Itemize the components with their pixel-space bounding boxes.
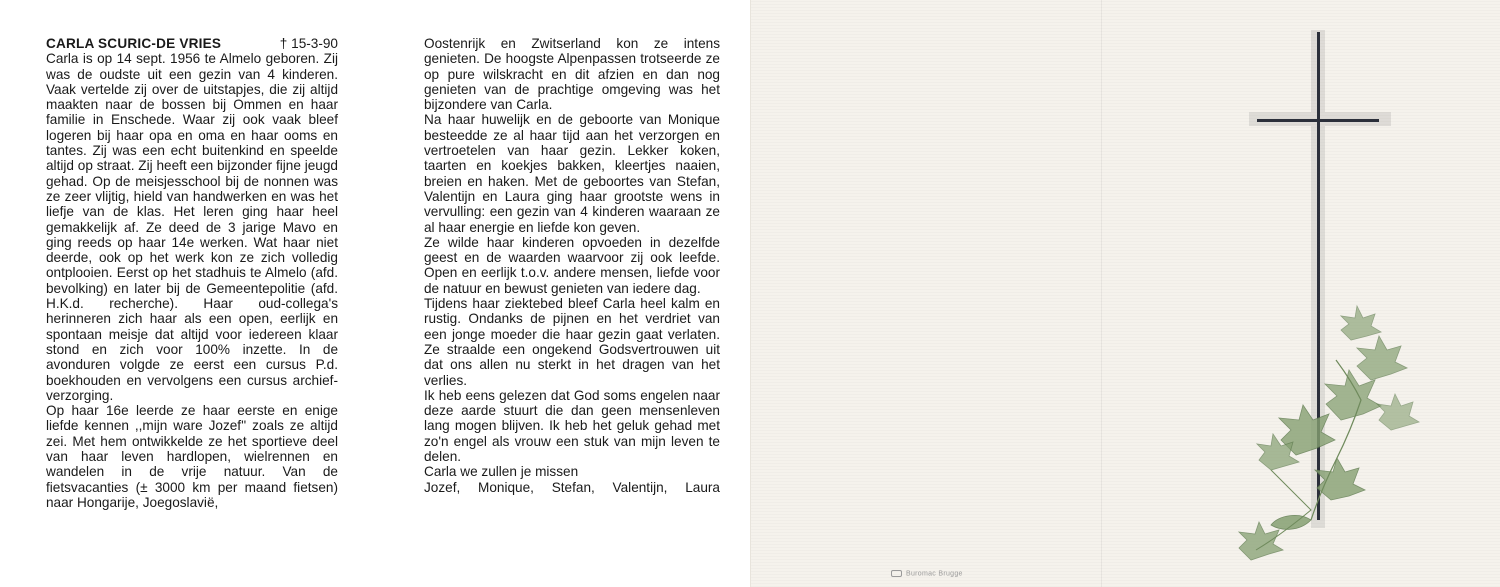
printer-credit xyxy=(891,570,963,577)
paragraph: Na haar huwelijk en de geboorte van Monique besteedde ze al haar tijd aan het verzorgen en vertroetelen van haar gezin. Lekker koken, taarten en koekjes bakken, kleertjes naaien, breien en haken. Met de geboortes van Stefan, Valentijn en Laura ging haar grootste wens in vervulling: een gezin van 4 kinderen waaraan ze al haar energie en liefde kon geven. xyxy=(424,112,720,235)
printer-name: Buromac Brugge xyxy=(906,570,963,578)
text-column-right xyxy=(424,36,720,495)
card-cover-page xyxy=(750,0,1500,587)
obituary-heading xyxy=(46,36,338,51)
paragraph: Ik heb eens gelezen dat God soms engelen naar deze aarde stuurt die dan geen mensenleven lang mogen blijven. Ik heb het geluk gehad met zo'n engel als vrouw een stuk van mijn leven te delen. xyxy=(424,387,720,465)
death-date: † 15-3-90 xyxy=(279,36,338,51)
deceased-name: CARLA SCURIC-DE VRIES xyxy=(46,36,222,51)
paragraph: Ze wilde haar kinderen opvoeden in dezelfde geest en de waarden waarvoor zij ook leefde. Open en eerlijk t.o.v. andere mensen, liefde voor de natuur en bewust genieten van iedere dag. xyxy=(424,234,720,296)
printer-logo-icon xyxy=(891,570,902,577)
paragraph: Op haar 16e leerde ze haar eerste en enige liefde kennen ,,mijn ware Jozef'' zoals ze altijd zei. Met hem ontwikkelde ze het sportieve deel van haar leven hardlopen, wielrennen en wandelen in de vrije natuur. Van de fietsvacanties (± 3000 km per maand fietsen) naar Hongarije, Joegoslavië, xyxy=(46,403,338,510)
closing-line: Carla we zullen je missen xyxy=(424,464,579,480)
paragraph: Tijdens haar ziektebed bleef Carla heel kalm en rustig. Ondanks de pijnen en het verdriet van een jonge moeder die haar gezin gaat verlaten. Ze straalde een ongekend Godsvertrouwen uit dat ons allen nu sterkt in het dragen van het verlies. xyxy=(424,296,720,388)
paragraph: Oostenrijk en Zwitserland kon ze intens genieten. De hoogste Alpenpassen trotseerde ze op pure wilskracht en dit afzien en dan nog genieten van de prachtige omgeving was het bijzondere van Carla. xyxy=(424,36,720,113)
text-column-left xyxy=(46,36,338,510)
signature-line: Jozef, Monique, Stefan, Valentijn, Laura xyxy=(424,479,720,495)
ivy-illustration xyxy=(1239,306,1419,560)
cross-with-ivy-illustration xyxy=(751,0,1500,587)
paragraph: Carla is op 14 sept. 1956 te Almelo geboren. Zij was de oudste uit een gezin van 4 kinderen. Vaak vertelde zij over de uitstapjes, die zij altijd maakten naar de bossen bij Ommen en haar familie in Enschede. Waar zij ook vaak bleef logeren bij haar opa en oma en haar ooms en tantes. Zij was een echt buitenkind en speelde altijd op straat. Zij heeft een bijzonder fijne jeugd gehad. Op de meisjesschool bij de nonnen was ze zeer vlijtig, hield van handwerken en was het liefje van de klas. Het leren ging haar heel gemakkelijk af. Ze deed de 3 jarige Mavo en ging reeds op haar 14e werken. Wat haar niet deerde, ook op het werk kon ze zich volledig ontplooien. Eerst op het stadhuis te Almelo (afd. bevolking) en later bij de Gemeentepolitie (afd. H.K.d. recherche). Haar oud-collega's herinneren zich haar als een open, eerlijk en spontaan meisje dat altijd voor iedereen klaar stond en zich voor 100% inzette. In de avonduren volgde ze eerst een cursus P.d. boekhouden en vervolgens een cursus archief-verzorging. xyxy=(46,51,338,403)
